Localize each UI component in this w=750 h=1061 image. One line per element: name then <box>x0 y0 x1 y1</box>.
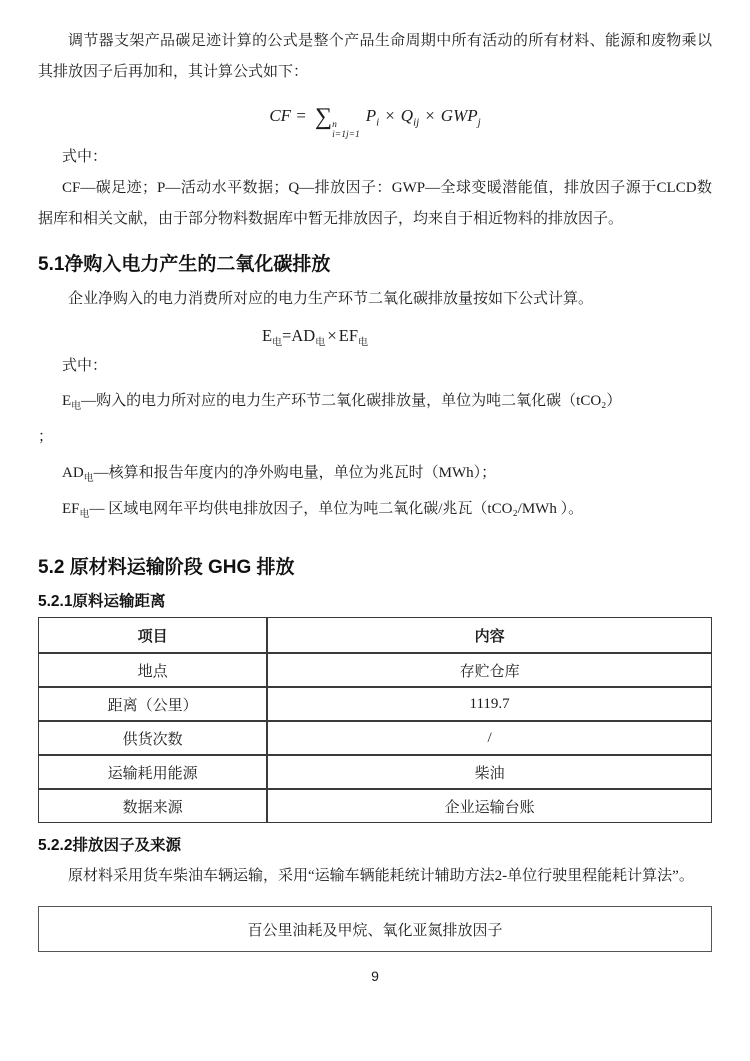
table-row <box>38 653 712 687</box>
definition-text: —购入的电力所对应的电力生产环节二氧化碳排放量，单位为吨二氧化碳（tCO₂） <box>81 393 622 409</box>
formula-cf-equals: = <box>291 106 312 125</box>
cf-formula <box>38 96 712 140</box>
section-5-1-heading: 5.1净购入电力产生的二氧化碳排放 <box>38 254 331 275</box>
definition-line <box>38 422 712 458</box>
formula-e-times: × <box>327 326 337 345</box>
definition-line <box>38 386 712 422</box>
definition-text: ； <box>38 429 54 445</box>
formula-cf-q: Q <box>400 106 414 125</box>
definition-line <box>38 494 712 530</box>
definition-text: —核算和报告年度内的净外购电量，单位为兆瓦时（MWh）； <box>93 465 497 481</box>
table-cell-label: 距离（公里） <box>38 687 267 721</box>
definition-symbol: EF <box>62 501 80 517</box>
table-header-content: 内容 <box>267 617 712 653</box>
formula-cf-lhs: CF <box>269 106 292 125</box>
cf-definitions-paragraph: CF—碳足迹；P—活动水平数据；Q—排放因子：GWP—全球变暖潜能值，排放因子源于CLCD数据库和相关文献，由于部分物料数据库中暂无排放因子，均来自于相近物料的排放因子。 <box>38 180 712 227</box>
sigma-lower-limit: i=1j=1 <box>332 130 360 140</box>
formula-ef-base: EF <box>338 326 359 345</box>
definition-symbol: AD <box>62 465 84 481</box>
table-cell-value: 存贮仓库 <box>267 653 712 687</box>
formula-cf-times-1: × <box>385 106 395 125</box>
definition-symbol-sub: 电 <box>71 401 82 412</box>
table-cell-value: / <box>267 721 712 755</box>
definitions-list <box>38 386 712 530</box>
table-cell-value: 1119.7 <box>267 687 712 721</box>
formula-ef-sub: 电 <box>358 337 369 349</box>
table-row <box>38 789 712 823</box>
section-5-2-2-paragraph: 原材料采用货车柴油车辆运输，采用“运输车辆能耗统计辅助方法2-单位行驶里程能耗计算法”。 <box>68 868 694 884</box>
table-row <box>38 721 712 755</box>
table-row <box>38 755 712 789</box>
where-label-2: 式中： <box>62 358 108 374</box>
table-cell-label: 运输耗用能源 <box>38 755 267 789</box>
section-5-1-paragraph: 企业净购入的电力消费所对应的电力生产环节二氧化碳排放量按如下公式计算。 <box>68 291 594 307</box>
section-5-2-1-heading: 5.2.1原料运输距离 <box>38 593 166 610</box>
table-cell-label: 供货次数 <box>38 721 267 755</box>
table-row <box>38 687 712 721</box>
table-header-row <box>38 617 712 653</box>
formula-e-base: E <box>261 326 273 345</box>
section-5-2-heading: 5.2 原材料运输阶段 GHG 排放 <box>38 557 295 578</box>
formula-cf-p: P <box>365 106 377 125</box>
definition-text: — 区域电网年平均供电排放因子，单位为吨二氧化碳/兆瓦（tCO₂/MWh ）。 <box>89 501 584 517</box>
formula-e-equals: = <box>282 326 292 345</box>
page-number: 9 <box>371 968 379 984</box>
table-cell-label: 地点 <box>38 653 267 687</box>
table-cell-value: 企业运输台账 <box>267 789 712 823</box>
definition-symbol-sub: 电 <box>83 473 94 484</box>
table-cell-label: 数据来源 <box>38 789 267 823</box>
formula-cf-q-sub: ij <box>413 116 420 129</box>
electricity-formula <box>38 321 712 351</box>
sigma-upper-limit: n <box>332 120 337 130</box>
formula-ad-sub: 电 <box>315 337 326 349</box>
section-5-2-2-heading: 5.2.2排放因子及来源 <box>38 837 181 854</box>
sigma-limits <box>332 120 360 140</box>
formula-ad-base: AD <box>291 326 316 345</box>
where-label-1: 式中： <box>62 149 108 165</box>
definition-line <box>38 458 712 494</box>
sigma-symbol: ∑ <box>315 104 333 130</box>
formula-cf-p-sub: i <box>376 116 380 129</box>
definition-symbol: E <box>62 393 72 409</box>
note-box-text: 百公里油耗及甲烷、氧化亚氮排放因子 <box>247 922 503 939</box>
formula-e-sub: 电 <box>272 337 283 349</box>
formula-cf-times-2: × <box>425 106 435 125</box>
transport-distance-table <box>38 617 712 823</box>
definition-symbol-sub: 电 <box>79 509 90 520</box>
formula-cf-gwp: GWP <box>440 106 478 125</box>
note-box <box>38 906 712 952</box>
intro-paragraph: 调节器支架产品碳足迹计算的公式是整个产品生命周期中所有活动的所有材料、能源和废物乘以其排放因子后再加和，其计算公式如下： <box>38 33 712 80</box>
table-header-item: 项目 <box>38 617 267 653</box>
table-cell-value: 柴油 <box>267 755 712 789</box>
formula-cf-gwp-sub: j <box>477 116 481 129</box>
